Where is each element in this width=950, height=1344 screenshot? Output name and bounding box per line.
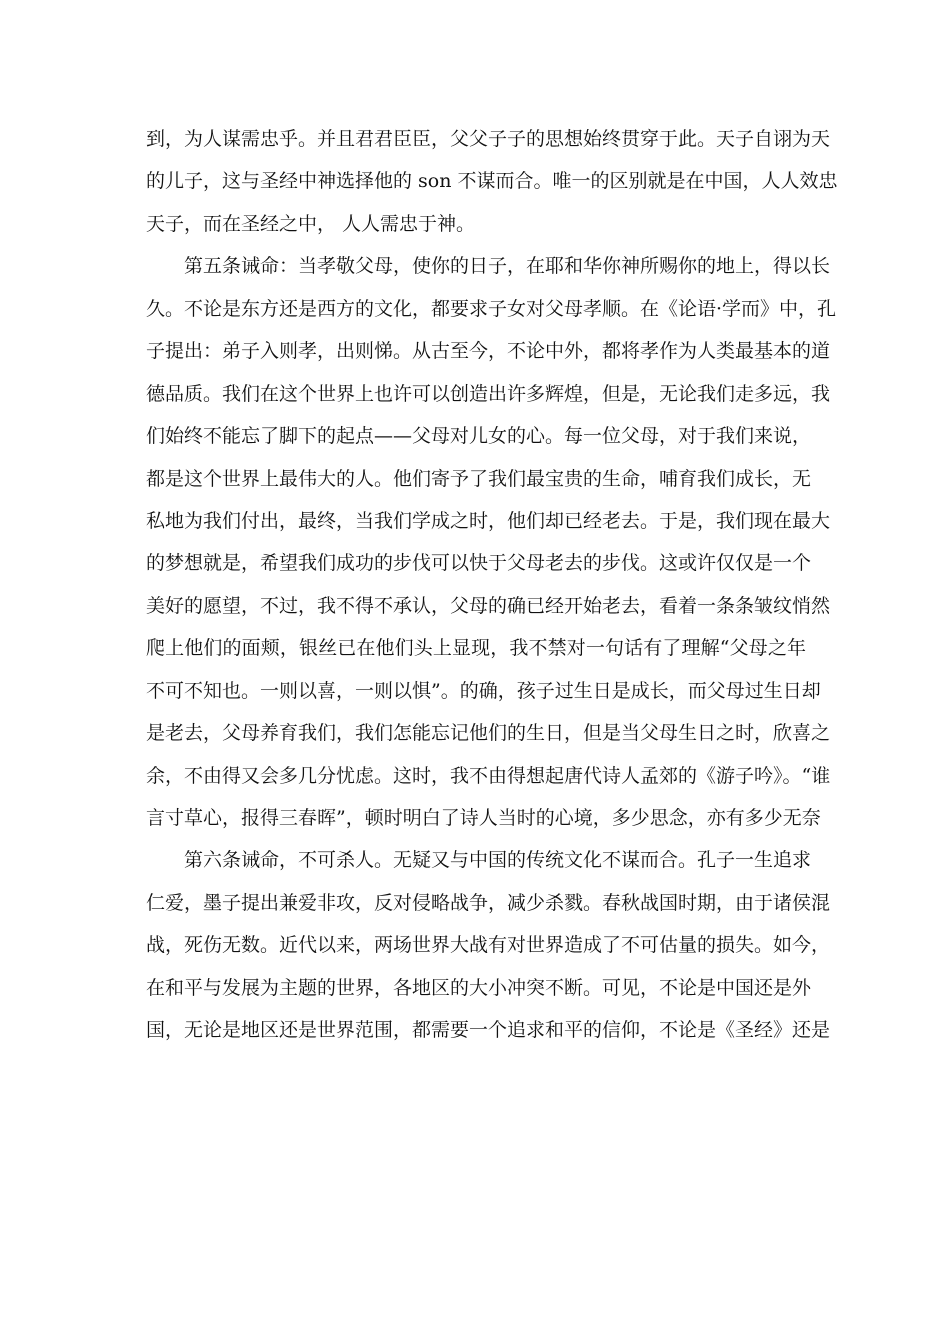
paragraph-2-line-12: 是老去，父母养育我们，我们怎能忘记他们的生日，但是当父母生日之时，欣喜之 [146,722,831,745]
paragraph-3-line-2: 仁爱，墨子提出兼爱非攻，反对侵略战争，减少杀戮。春秋战国时期，由于诸侯混 [146,891,831,914]
paragraph-2-line-2: 久。不论是东方还是西方的文化，都要求子女对父母孝顺。在《论语·学而》中，孔 [146,297,837,320]
paragraph-3-line-5: 国，无论是地区还是世界范围，都需要一个追求和平的信仰，不论是《圣经》还是 [146,1019,831,1042]
paragraph-2-line-14: 言寸草心，报得三春晖”，顿时明白了诗人当时的心境，多少思念，亦有多少无奈 [146,807,821,829]
paragraph-2-line-3: 子提出：弟子入则孝，出则悌。从古至今，不论中外，都将孝作为人类最基本的道 [146,340,831,363]
paragraph-3-line-1: 第六条诫命，不可杀人。无疑又与中国的传统文化不谋而合。孔子一生追求 [184,849,812,872]
paragraph-1-line-2: 的儿子，这与圣经中神选择他的 son 不谋而合。唯一的区别就是在中国，人人效忠 [146,170,838,193]
body-text [146,118,838,1052]
paragraph-3-line-3: 战，死伤无数。近代以来，两场世界大战有对世界造成了不可估量的损失。如今， [146,934,831,957]
paragraph-2-line-8: 的梦想就是，希望我们成功的步伐可以快于父母老去的步伐。这或许仅仅是一个 [146,552,812,575]
paragraph-2-line-4: 德品质。我们在这个世界上也许可以创造出许多辉煌，但是，无论我们走多远，我 [146,382,831,405]
paragraph-2-line-11: 不可不知也。一则以喜，一则以惧”。的确，孩子过生日是成长，而父母过生日却 [146,679,821,702]
paragraph-2-line-6: 都是这个世界上最伟大的人。他们寄予了我们最宝贵的生命，哺育我们成长，无 [146,467,812,490]
paragraph-3-line-4: 在和平与发展为主题的世界，各地区的大小冲突不断。可见，不论是中国还是外 [146,976,812,999]
paragraph-2-line-7: 私地为我们付出，最终，当我们学成之时，他们却已经老去。于是，我们现在最大 [146,509,831,532]
paragraph-2-line-1: 第五条诫命：当孝敬父母，使你的日子，在耶和华你神所赐你的地上，得以长 [184,255,831,278]
paragraph-1-line-1: 到，为人谋需忠乎。并且君君臣臣，父父子子的思想始终贯穿于此。天子自诩为天 [146,128,831,150]
paragraph-2-line-5: 们始终不能忘了脚下的起点——父母对儿女的心。每一位父母，对于我们来说， [146,425,812,448]
paragraph-2-line-9: 美好的愿望，不过，我不得不承认，父母的确已经开始老去，看着一条条皱纹悄然 [146,594,831,617]
paragraph-1-line-3: 天子，而在圣经之中， 人人需忠于神。 [146,212,476,235]
paragraph-2-line-10: 爬上他们的面颊，银丝已在他们头上显现，我不禁对一句话有了理解“父母之年 [146,637,806,660]
paragraph-2-line-13: 余，不由得又会多几分忧虑。这时，我不由得想起唐代诗人孟郊的《游子吟》。“谁 [146,764,831,787]
